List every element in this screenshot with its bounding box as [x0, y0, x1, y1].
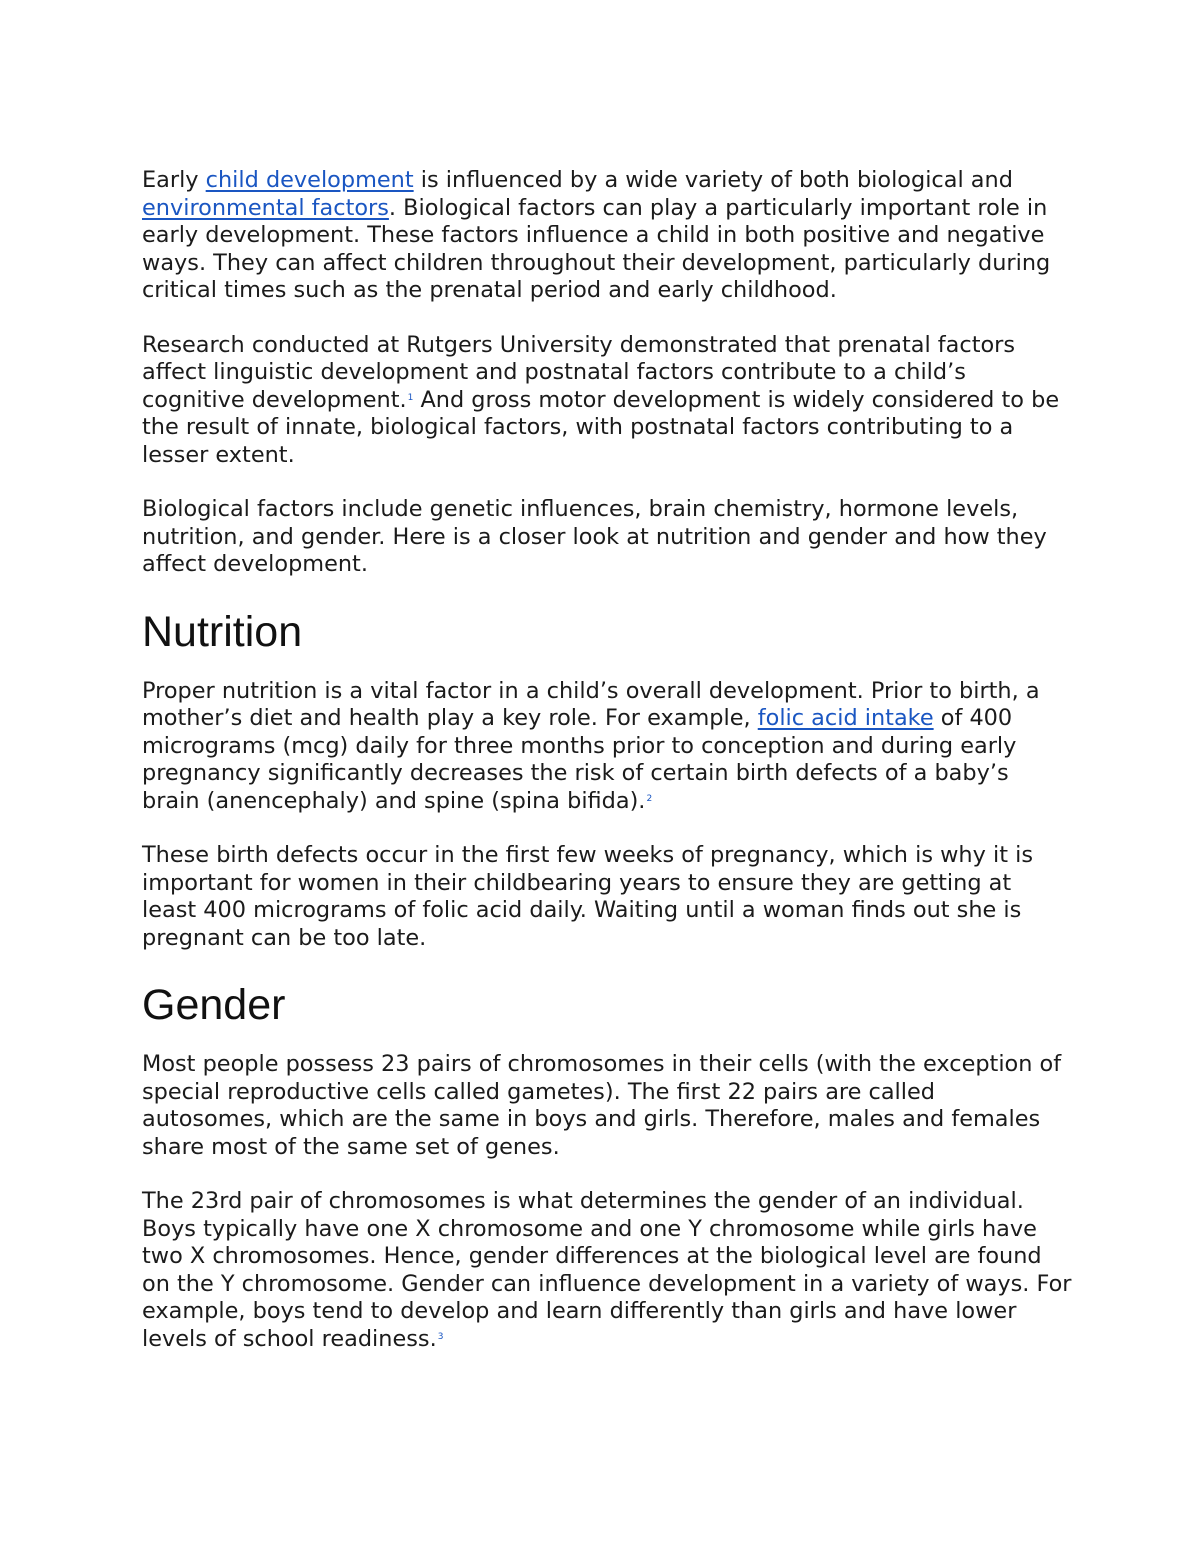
intro-p2-text-1: Research conducted at Rutgers University demonstrated that prenatal factors affect linguistic development and postnatal factors contribute to a child’s cognitive development.	[142, 331, 1016, 413]
nutrition-p1-text-2: of 400 micrograms (mcg) daily for three months prior to conception and during early pregnancy significantly decreases the risk of certain birth defects of a baby’s brain (anencephaly) and spine (spina bifida).	[142, 705, 1017, 814]
gender-p2-text-1: The 23rd pair of chromosomes is what determines the gender of an individual. Boys typically have one X chromosome and one Y chromosome while girls have two X chromosomes. Hence, gender differences at the biological level are found on the Y chromosome. Gender can influence development in a variety of ways. For example, boys tend to develop and learn differently than girls and have lower levels of school readiness.	[142, 1188, 1072, 1352]
intro-p1-text-3: . Biological factors can play a particularly important role in early development. These factors influence a child in both positive and negative ways. They can affect children throughout their development, particularly during critical times such as the prenatal period and early childhood.	[142, 194, 1051, 303]
footnote-1-link[interactable]: 1	[407, 392, 414, 403]
intro-paragraph-2	[142, 332, 1072, 470]
gender-paragraph-1: Most people possess 23 pairs of chromosomes in their cells (with the exception of special reproductive cells called gametes). The first 22 pairs are called autosomes, which are the same in boys and girls. Therefore, males and females share most of the same set of genes.	[142, 1051, 1062, 1160]
environmental-factors-link[interactable]: environmental factors	[142, 194, 389, 221]
folic-acid-intake-link[interactable]: folic acid intake	[757, 705, 934, 731]
intro-paragraph-3: Biological factors include genetic influences, brain chemistry, hormone levels, nutrition, and gender. Here is a closer look at nutrition and gender and how they affect development.	[142, 496, 1047, 577]
gender-paragraph-2	[142, 1188, 1072, 1353]
footnote-2-link[interactable]: 2	[646, 793, 653, 804]
intro-paragraph-1	[142, 167, 1072, 305]
intro-p1-text-2: is influenced by a wide variety of both biological and	[413, 167, 1013, 193]
footnote-3-link[interactable]: 3	[437, 1331, 444, 1342]
nutrition-p1-text-1: Proper nutrition is a vital factor in a child’s overall development. Prior to birth, a mother’s diet and health play a key role. For example,	[142, 677, 1040, 731]
nutrition-paragraph-1	[142, 678, 1072, 816]
intro-p2-text-2: And gross motor development is widely considered to be the result of innate, biological factors, with postnatal factors contributing to a lesser extent.	[142, 386, 1060, 468]
gender-heading: Gender	[142, 981, 286, 1029]
nutrition-paragraph-2: These birth defects occur in the first few weeks of pregnancy, which is why it is important for women in their childbearing years to ensure they are getting at least 400 micrograms of folic acid daily. Waiting until a woman finds out she is pregnant can be too late.	[142, 842, 1033, 951]
document-page	[142, 167, 1072, 1353]
intro-p1-text-1: Early	[142, 167, 206, 193]
nutrition-heading: Nutrition	[142, 607, 303, 656]
child-development-link[interactable]: child development	[205, 167, 414, 193]
